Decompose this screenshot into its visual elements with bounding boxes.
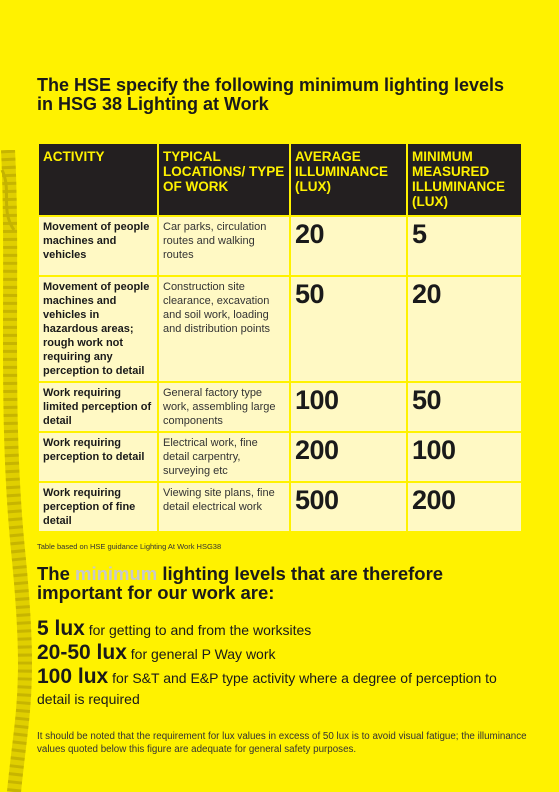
cell-activity: Work requiring perception to detail [39, 433, 157, 481]
lux-value: 20-50 lux [37, 641, 127, 664]
cell-minimum: 5 [408, 217, 521, 275]
lux-description: for S&T and E&P type activity where a degree of perception to detail is required [37, 670, 497, 707]
lux-description: for getting to and from the worksites [84, 622, 312, 638]
lighting-levels-table [37, 142, 523, 533]
subheading-after: lighting levels that are therefore important for our work are: [37, 563, 444, 603]
cell-minimum: 200 [408, 483, 521, 531]
cell-locations: Viewing site plans, fine detail electrical work [159, 483, 289, 531]
cell-locations: General factory type work, assembling large components [159, 383, 289, 431]
table-row [39, 433, 521, 481]
table-row [39, 383, 521, 431]
cell-locations: Construction site clearance, excavation and soil work, loading and distribution points [159, 277, 289, 381]
footnote: It should be noted that the requirement for lux values in excess of 50 lux is to avoid visual fatigue; the illuminance values quoted below this figure are adequate for general safety purposes. [37, 731, 527, 755]
subheading-highlight: minimum [75, 563, 158, 584]
lux-value: 100 lux [37, 665, 109, 688]
cell-average: 50 [291, 277, 406, 381]
lux-value: 5 lux [37, 617, 85, 640]
header-average: AVERAGE ILLUMINANCE (LUX) [291, 144, 406, 215]
table-row [39, 483, 521, 531]
cell-average: 500 [291, 483, 406, 531]
cell-activity: Movement of people machines and vehicles [39, 217, 157, 275]
cell-average: 200 [291, 433, 406, 481]
table-source-note: Table based on HSE guidance Lighting At Work HSG38 [37, 542, 222, 551]
lux-level-item [37, 642, 507, 665]
lux-level-item [37, 666, 507, 710]
subheading-before: The [37, 563, 76, 584]
cell-minimum: 50 [408, 383, 521, 431]
header-activity: ACTIVITY [39, 144, 157, 215]
cell-locations: Electrical work, fine detail carpentry, surveying etc [159, 433, 289, 481]
cell-activity: Work requiring limited perception of detail [39, 383, 157, 431]
subheading [37, 564, 507, 602]
cell-average: 100 [291, 383, 406, 431]
cell-locations: Car parks, circulation routes and walking routes [159, 217, 289, 275]
table-row [39, 217, 521, 275]
cell-average: 20 [291, 217, 406, 275]
lux-level-item [37, 618, 507, 641]
lux-description: for general P Way work [126, 646, 276, 662]
header-locations: TYPICAL LOCATIONS/ TYPE OF WORK [159, 144, 289, 215]
cell-minimum: 100 [408, 433, 521, 481]
table-header-row [39, 144, 521, 215]
header-minimum: MINIMUM MEASURED ILLUMINANCE (LUX) [408, 144, 521, 215]
cell-minimum: 20 [408, 277, 521, 381]
cell-activity: Movement of people machines and vehicles in hazardous areas; rough work not requiring any perception to detail [39, 277, 157, 381]
table-row [39, 277, 521, 381]
page-heading: The HSE specify the following minimum lighting levels in HSG 38 Lighting at Work [37, 75, 505, 114]
cell-activity: Work requiring perception of fine detail [39, 483, 157, 531]
